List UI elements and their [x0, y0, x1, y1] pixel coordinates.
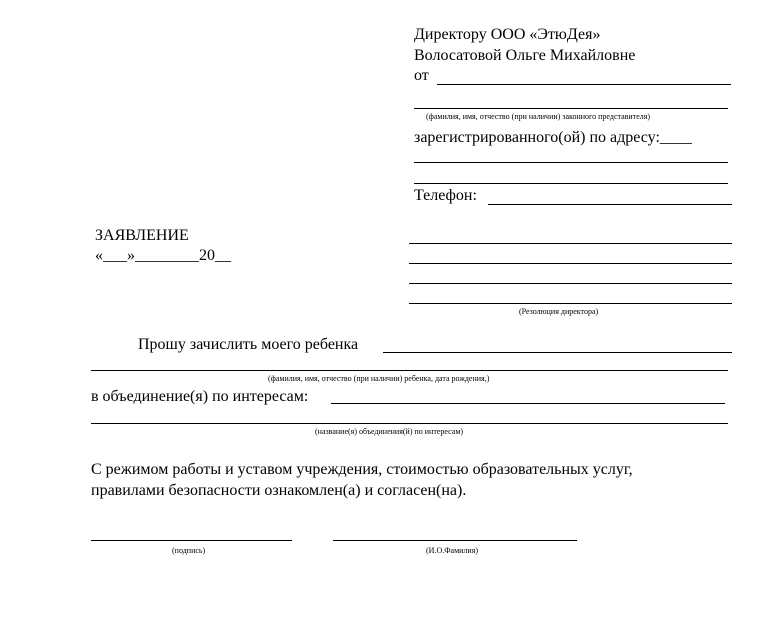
name-hint: (И.О.Фамилия)	[426, 546, 479, 555]
association-field-continuation[interactable]	[91, 423, 728, 424]
from-label: от	[414, 67, 429, 84]
phone-label: Телефон:	[414, 187, 477, 204]
address-field-line-2[interactable]	[414, 183, 728, 184]
name-field[interactable]	[333, 540, 577, 541]
from-hint: (фамилия, имя, отчество (при наличии) законного представителя)	[426, 112, 651, 121]
from-field-continuation[interactable]	[414, 108, 728, 109]
addressee-line-2: Волосатовой Ольге Михайловне	[414, 47, 636, 64]
signature-hint: (подпись)	[172, 546, 206, 555]
association-field[interactable]	[331, 403, 725, 404]
addressee-line-1: Директору ООО «ЭтюДея»	[414, 26, 601, 43]
association-hint: (название(я) объединения(й) по интересам)	[315, 427, 464, 436]
child-field-continuation[interactable]	[91, 370, 728, 371]
child-field[interactable]	[383, 352, 732, 353]
request-label: Прошу зачислить моего ребенка	[138, 336, 359, 353]
resolution-line-2[interactable]	[409, 263, 732, 264]
signature-field[interactable]	[91, 540, 292, 541]
resolution-line-3[interactable]	[409, 283, 732, 284]
resolution-line-1[interactable]	[409, 243, 732, 244]
acknowledgement-line-1: С режимом работы и уставом учреждения, стоимостью образовательных услуг,	[91, 461, 633, 478]
registered-address-label: зарегистрированного(ой) по адресу:____	[414, 129, 692, 146]
statement-date: «___»________20__	[95, 247, 231, 264]
acknowledgement-line-2: правилами безопасности ознакомлен(а) и согласен(на).	[91, 482, 467, 499]
from-field[interactable]	[437, 84, 731, 85]
resolution-line-4[interactable]	[409, 303, 732, 304]
statement-title: ЗАЯВЛЕНИЕ	[95, 227, 189, 244]
child-hint: (фамилия, имя, отчество (при наличии) ребенка, дата рождения,)	[268, 374, 490, 383]
resolution-hint: (Резолюция директора)	[519, 307, 599, 316]
phone-field[interactable]	[488, 204, 732, 205]
association-label: в объединение(я) по интересам:	[91, 388, 309, 405]
address-field-line-1[interactable]	[414, 162, 728, 163]
